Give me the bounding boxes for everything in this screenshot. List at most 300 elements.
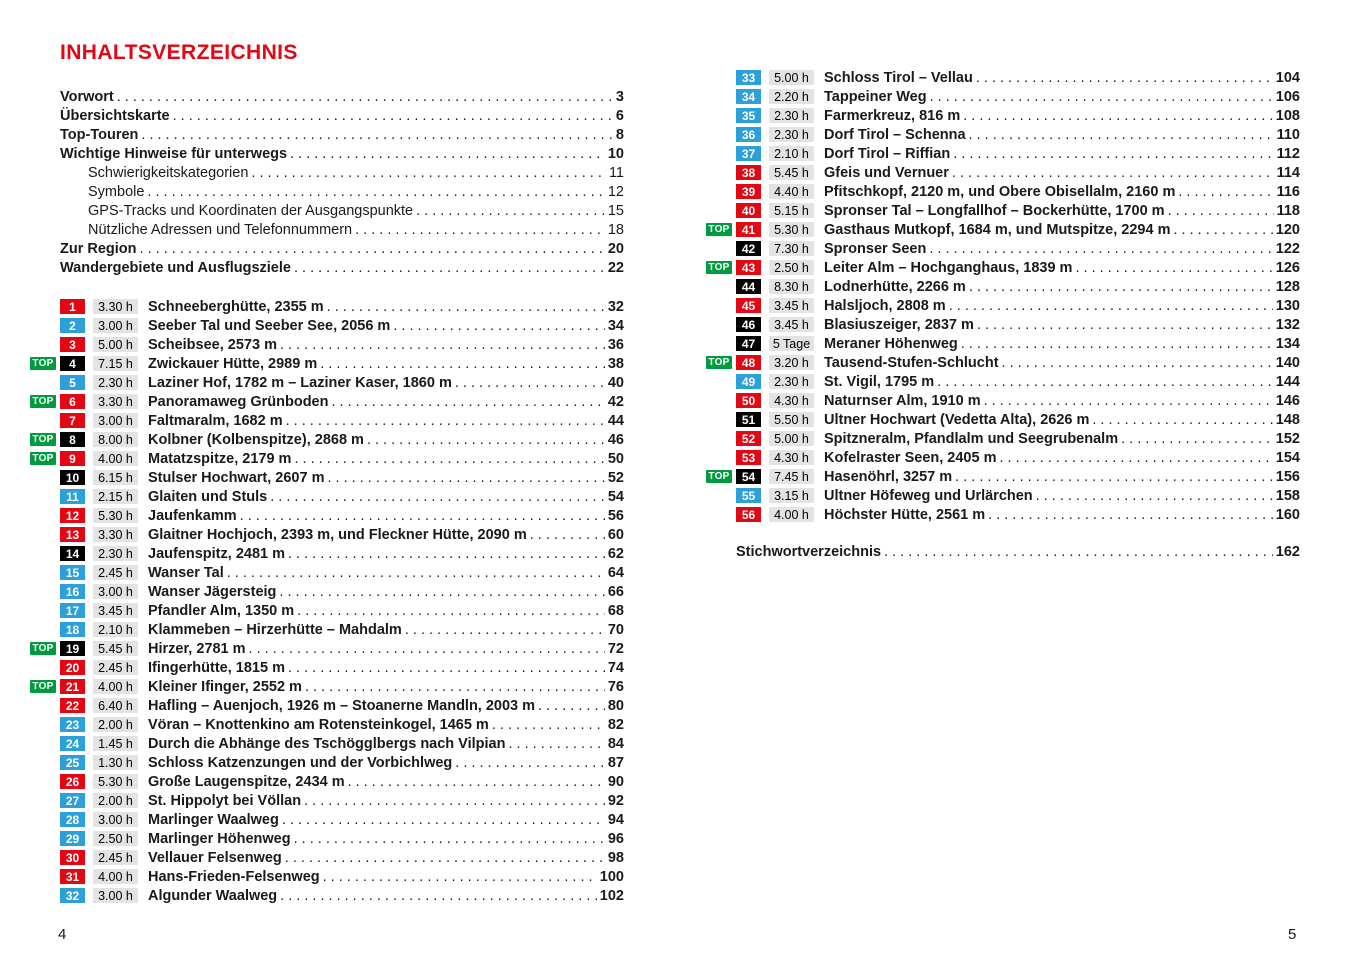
top-badge: TOP <box>30 680 56 693</box>
dot-leader <box>949 298 1273 314</box>
tour-number-badge: 25 <box>60 755 85 771</box>
tour-duration: 5.45 h <box>93 641 138 657</box>
front-matter-label: Schwierigkeitskategorien <box>88 165 249 181</box>
front-matter-page-number: 20 <box>607 241 624 257</box>
dot-leader <box>984 393 1273 409</box>
tour-page-number: 87 <box>607 754 624 771</box>
tour-number-badge: 47 <box>736 336 761 352</box>
tour-number-badge: 50 <box>736 393 761 409</box>
folio-page-number-right: 5 <box>1288 926 1297 943</box>
tour-page-number: 100 <box>599 868 624 885</box>
toc-tour-row <box>706 467 1300 486</box>
tour-title: Dorf Tirol – Riffian <box>824 145 951 162</box>
tour-title: Ultner Hochwart (Vedetta Alta), 2626 m <box>824 411 1090 428</box>
front-matter-row <box>60 89 624 108</box>
tour-duration: 4.30 h <box>769 393 814 409</box>
tour-number-badge: 39 <box>736 184 761 200</box>
toc-tour-row <box>30 563 624 582</box>
toc-tour-row <box>30 506 624 525</box>
toc-tour-row <box>30 544 624 563</box>
front-matter-label: GPS-Tracks und Koordinaten der Ausgangspunkte <box>88 203 414 219</box>
tour-number-badge: 28 <box>60 812 85 828</box>
tour-number-badge: 44 <box>736 279 761 295</box>
top-badge-slot <box>30 433 60 446</box>
toc-tour-row <box>30 468 624 487</box>
dot-leader <box>280 337 605 353</box>
toc-tour-row <box>706 353 1300 372</box>
toc-tour-row <box>30 639 624 658</box>
tour-title: Spronser Tal – Longfallhof – Bockerhütte, 1700 m <box>824 202 1165 219</box>
dot-leader <box>320 356 605 372</box>
toc-tour-row <box>30 658 624 677</box>
index-entry-label: Stichwortverzeichnis <box>736 544 882 560</box>
tour-number-badge: 38 <box>736 165 761 181</box>
dot-leader <box>355 222 605 238</box>
dot-leader <box>455 375 605 391</box>
tour-title: Große Laugenspitze, 2434 m <box>148 773 345 790</box>
top-badge-slot <box>30 642 60 655</box>
tour-number-badge: 1 <box>60 299 85 315</box>
page-left <box>30 40 624 905</box>
dot-leader <box>455 755 605 771</box>
toc-tour-row <box>30 430 624 449</box>
dot-leader <box>270 489 605 505</box>
toc-tour-row <box>706 220 1300 239</box>
tour-duration: 2.10 h <box>93 622 138 638</box>
tour-title: Scheibsee, 2573 m <box>148 336 277 353</box>
tour-duration: 5.30 h <box>93 508 138 524</box>
tour-page-number: 132 <box>1275 316 1300 333</box>
tour-page-number: 82 <box>607 716 624 733</box>
tour-duration: 4.40 h <box>769 184 814 200</box>
tour-title: Zwickauer Hütte, 2989 m <box>148 355 318 372</box>
front-matter-page-number: 15 <box>607 203 624 219</box>
dot-leader <box>288 546 605 562</box>
dot-leader <box>331 394 604 410</box>
dot-leader <box>140 241 605 257</box>
toc-tour-row <box>30 297 624 316</box>
tour-number-badge: 48 <box>736 355 761 371</box>
top-badge-slot <box>30 395 60 408</box>
front-matter-row <box>60 184 624 203</box>
tour-page-number: 72 <box>607 640 624 657</box>
tour-duration: 2.30 h <box>769 108 814 124</box>
toc-tour-row <box>706 315 1300 334</box>
tour-page-number: 116 <box>1276 183 1300 200</box>
tour-duration: 1.30 h <box>93 755 138 771</box>
toc-tour-row <box>30 487 624 506</box>
tour-title: Gfeis und Vernuer <box>824 164 949 181</box>
dot-leader <box>969 127 1274 143</box>
tour-page-number: 80 <box>607 697 624 714</box>
tour-page-number: 96 <box>607 830 624 847</box>
tour-page-number: 46 <box>607 431 624 448</box>
dot-leader <box>304 793 605 809</box>
tour-duration: 3.00 h <box>93 318 138 334</box>
dot-leader <box>367 432 605 448</box>
tour-number-badge: 41 <box>736 222 761 238</box>
tour-title: Pfandler Alm, 1350 m <box>148 602 295 619</box>
tour-title: Marlinger Höhenweg <box>148 830 291 847</box>
toc-tour-row <box>706 144 1300 163</box>
index-entry-row <box>736 544 1300 563</box>
tour-page-number: 118 <box>1276 202 1300 219</box>
tour-number-badge: 17 <box>60 603 85 619</box>
tour-page-number: 134 <box>1275 335 1300 352</box>
tour-page-number: 50 <box>607 450 624 467</box>
tour-number-badge: 52 <box>736 431 761 447</box>
tour-page-number: 84 <box>607 735 624 752</box>
tour-number-badge: 8 <box>60 432 85 448</box>
tour-page-number: 56 <box>607 507 624 524</box>
front-matter-page-number: 18 <box>607 222 624 238</box>
tour-page-number: 112 <box>1276 145 1300 162</box>
tour-page-number: 102 <box>599 887 624 904</box>
tour-number-badge: 19 <box>60 641 85 657</box>
dot-leader <box>961 336 1273 352</box>
dot-leader <box>117 89 613 105</box>
tour-title: Stulser Hochwart, 2607 m <box>148 469 325 486</box>
tour-duration: 2.45 h <box>93 565 138 581</box>
dot-leader <box>977 317 1273 333</box>
tour-number-badge: 16 <box>60 584 85 600</box>
dot-leader <box>279 584 604 600</box>
toc-tour-row <box>30 449 624 468</box>
tour-number-badge: 49 <box>736 374 761 390</box>
toc-tour-row <box>30 373 624 392</box>
toc-tour-row <box>30 392 624 411</box>
toc-tour-row <box>30 601 624 620</box>
tour-title: St. Vigil, 1795 m <box>824 373 935 390</box>
front-matter-page-number: 3 <box>615 89 624 105</box>
tour-duration: 2.00 h <box>93 717 138 733</box>
tour-duration: 3.30 h <box>93 299 138 315</box>
tour-number-badge: 56 <box>736 507 761 523</box>
tour-duration: 7.30 h <box>769 241 814 257</box>
tour-page-number: 32 <box>607 298 624 315</box>
tour-page-number: 130 <box>1275 297 1300 314</box>
tour-number-badge: 13 <box>60 527 85 543</box>
toc-tour-row <box>706 296 1300 315</box>
tour-number-badge: 14 <box>60 546 85 562</box>
dot-leader <box>884 544 1273 560</box>
tour-number-badge: 35 <box>736 108 761 124</box>
tour-duration: 2.30 h <box>93 546 138 562</box>
tour-duration: 1.45 h <box>93 736 138 752</box>
tour-number-badge: 45 <box>736 298 761 314</box>
tour-duration: 3.00 h <box>93 812 138 828</box>
index-entry-page-number: 162 <box>1275 544 1300 560</box>
toc-tour-row <box>30 620 624 639</box>
tour-duration: 2.50 h <box>769 260 814 276</box>
dot-leader <box>999 450 1272 466</box>
tour-duration: 2.00 h <box>93 793 138 809</box>
top-badge-slot <box>706 356 736 369</box>
dot-leader <box>286 413 605 429</box>
page-title: INHALTSVERZEICHNIS <box>60 41 298 64</box>
tour-duration: 4.00 h <box>769 507 814 523</box>
front-matter-list <box>60 89 624 279</box>
top-badge-slot <box>706 261 736 274</box>
dot-leader <box>249 641 605 657</box>
tour-list-left <box>30 297 624 905</box>
tour-title: Dorf Tirol – Schenna <box>824 126 966 143</box>
toc-tour-row <box>30 677 624 696</box>
tour-title: Ifingerhütte, 1815 m <box>148 659 285 676</box>
dot-leader <box>282 812 605 828</box>
top-badge: TOP <box>30 357 56 370</box>
dot-leader <box>141 127 613 143</box>
toc-tour-row <box>706 87 1300 106</box>
tour-page-number: 60 <box>607 526 624 543</box>
front-matter-page-number: 11 <box>608 165 624 181</box>
tour-number-badge: 9 <box>60 451 85 467</box>
toc-tour-row <box>706 448 1300 467</box>
tour-number-badge: 33 <box>736 70 761 86</box>
tour-duration: 6.40 h <box>93 698 138 714</box>
tour-number-badge: 23 <box>60 717 85 733</box>
tour-title: Hafling – Auenjoch, 1926 m – Stoanerne Mandln, 2003 m <box>148 697 536 714</box>
tour-title: Vöran – Knottenkino am Rotensteinkogel, 1465 m <box>148 716 489 733</box>
tour-page-number: 70 <box>607 621 624 638</box>
tour-title: Glaitner Hochjoch, 2393 m, und Fleckner Hütte, 2090 m <box>148 526 527 543</box>
tour-number-badge: 3 <box>60 337 85 353</box>
toc-tour-row <box>30 848 624 867</box>
toc-tour-row <box>706 106 1300 125</box>
tour-page-number: 158 <box>1275 487 1300 504</box>
tour-duration: 3.30 h <box>93 527 138 543</box>
toc-tour-row <box>30 715 624 734</box>
top-badge: TOP <box>30 433 56 446</box>
tour-page-number: 90 <box>607 773 624 790</box>
tour-duration: 4.00 h <box>93 679 138 695</box>
top-badge-slot <box>706 470 736 483</box>
tour-duration: 2.10 h <box>769 146 814 162</box>
tour-number-badge: 24 <box>60 736 85 752</box>
tour-page-number: 108 <box>1275 107 1300 124</box>
tour-page-number: 154 <box>1275 449 1300 466</box>
dot-leader <box>288 660 605 676</box>
toc-tour-row <box>30 886 624 905</box>
tour-title: Farmerkreuz, 816 m <box>824 107 961 124</box>
dot-leader <box>1036 488 1273 504</box>
tour-duration: 8.30 h <box>769 279 814 295</box>
top-badge-slot <box>30 680 60 693</box>
front-matter-label: Vorwort <box>60 89 114 105</box>
tour-page-number: 38 <box>607 355 624 372</box>
tour-title: Wanser Tal <box>148 564 224 581</box>
toc-tour-row <box>30 354 624 373</box>
front-matter-row <box>60 203 624 222</box>
toc-tour-row <box>30 411 624 430</box>
tour-page-number: 34 <box>607 317 624 334</box>
front-matter-row <box>60 127 624 146</box>
tour-duration: 6.15 h <box>93 470 138 486</box>
front-matter-label: Top-Touren <box>60 127 139 143</box>
tour-title: Pfitschkopf, 2120 m, und Obere Obisellalm, 2160 m <box>824 183 1176 200</box>
toc-tour-row <box>706 239 1300 258</box>
tour-page-number: 160 <box>1275 506 1300 523</box>
tour-duration: 7.15 h <box>93 356 138 372</box>
dot-leader <box>393 318 605 334</box>
tour-title: Wanser Jägersteig <box>148 583 277 600</box>
dot-leader <box>1173 222 1272 238</box>
tour-number-badge: 7 <box>60 413 85 429</box>
tour-duration: 5.00 h <box>769 70 814 86</box>
dot-leader <box>323 869 597 885</box>
tour-page-number: 74 <box>607 659 624 676</box>
dot-leader <box>251 165 606 181</box>
dot-leader <box>294 451 604 467</box>
toc-tour-row <box>706 277 1300 296</box>
front-matter-row <box>60 222 624 241</box>
tour-page-number: 64 <box>607 564 624 581</box>
tour-duration: 5.30 h <box>769 222 814 238</box>
tour-duration: 4.30 h <box>769 450 814 466</box>
dot-leader <box>952 165 1274 181</box>
tour-duration: 3.00 h <box>93 413 138 429</box>
tour-number-badge: 2 <box>60 318 85 334</box>
tour-title: Spronser Seen <box>824 240 927 257</box>
tour-list-right <box>706 68 1300 524</box>
front-matter-page-number: 22 <box>607 260 624 276</box>
front-matter-row <box>60 260 624 279</box>
tour-number-badge: 20 <box>60 660 85 676</box>
tour-page-number: 106 <box>1275 88 1300 105</box>
tour-duration: 3.00 h <box>93 584 138 600</box>
tour-duration: 3.00 h <box>93 888 138 904</box>
front-matter-row <box>60 165 624 184</box>
tour-title: Tausend-Stufen-Schlucht <box>824 354 999 371</box>
tour-title: Seeber Tal und Seeber See, 2056 m <box>148 317 391 334</box>
tour-page-number: 94 <box>607 811 624 828</box>
tour-duration: 5 Tage <box>769 336 814 352</box>
tour-duration: 3.45 h <box>769 317 814 333</box>
toc-tour-row <box>30 582 624 601</box>
tour-duration: 2.45 h <box>93 660 138 676</box>
toc-tour-row <box>706 372 1300 391</box>
tour-title: Laziner Hof, 1782 m – Laziner Kaser, 1860 m <box>148 374 452 391</box>
front-matter-row <box>60 108 624 127</box>
toc-tour-row <box>706 125 1300 144</box>
toc-tour-row <box>706 486 1300 505</box>
tour-title: Schloss Tirol – Vellau <box>824 69 973 86</box>
dot-leader <box>1002 355 1273 371</box>
front-matter-row <box>60 241 624 260</box>
dot-leader <box>305 679 605 695</box>
tour-page-number: 92 <box>607 792 624 809</box>
dot-leader <box>290 146 605 162</box>
tour-title: Schloss Katzenzungen und der Vorbichlweg <box>148 754 453 771</box>
tour-title: Panoramaweg Grünboden <box>148 393 329 410</box>
toc-tour-row <box>30 316 624 335</box>
tour-duration: 2.50 h <box>93 831 138 847</box>
dot-leader <box>294 260 605 276</box>
tour-page-number: 44 <box>607 412 624 429</box>
tour-number-badge: 54 <box>736 469 761 485</box>
tour-duration: 2.15 h <box>93 489 138 505</box>
toc-tour-row <box>706 334 1300 353</box>
front-matter-label: Nützliche Adressen und Telefonnummern <box>88 222 353 238</box>
tour-number-badge: 32 <box>60 888 85 904</box>
tour-duration: 3.15 h <box>769 488 814 504</box>
top-badge-slot <box>30 452 60 465</box>
tour-number-badge: 27 <box>60 793 85 809</box>
front-matter-page-number: 10 <box>607 146 624 162</box>
dot-leader <box>348 774 605 790</box>
tour-title: Kofelraster Seen, 2405 m <box>824 449 997 466</box>
tour-page-number: 68 <box>607 602 624 619</box>
toc-tour-row <box>30 525 624 544</box>
toc-tour-row <box>30 867 624 886</box>
dot-leader <box>1092 412 1272 428</box>
tour-title: Durch die Abhänge des Tschögglbergs nach Vilpian <box>148 735 506 752</box>
folio-page-number-left: 4 <box>58 926 67 943</box>
dot-leader <box>1178 184 1273 200</box>
toc-tour-row <box>30 829 624 848</box>
tour-page-number: 144 <box>1275 373 1300 390</box>
tour-title: Vellauer Felsenweg <box>148 849 282 866</box>
tour-page-number: 76 <box>607 678 624 695</box>
dot-leader <box>955 469 1273 485</box>
dot-leader <box>953 146 1273 162</box>
top-badge: TOP <box>706 261 732 274</box>
tour-number-badge: 22 <box>60 698 85 714</box>
toc-tour-row <box>706 391 1300 410</box>
dot-leader <box>929 241 1272 257</box>
tour-title: Algunder Waalweg <box>148 887 278 904</box>
toc-tour-row <box>706 182 1300 201</box>
tour-number-badge: 34 <box>736 89 761 105</box>
tour-page-number: 98 <box>607 849 624 866</box>
dot-leader <box>327 299 605 315</box>
top-badge-slot <box>706 223 736 236</box>
tour-title: Glaiten und Stuls <box>148 488 268 505</box>
tour-title: Klammeben – Hirzerhütte – Mahdalm <box>148 621 402 638</box>
tour-title: Halsljoch, 2808 m <box>824 297 946 314</box>
tour-page-number: 140 <box>1275 354 1300 371</box>
tour-number-badge: 46 <box>736 317 761 333</box>
tour-duration: 4.00 h <box>93 869 138 885</box>
top-badge-slot <box>30 357 60 370</box>
tour-number-badge: 11 <box>60 489 85 505</box>
tour-page-number: 54 <box>607 488 624 505</box>
toc-tour-row <box>706 429 1300 448</box>
tour-page-number: 66 <box>607 583 624 600</box>
tour-duration: 5.30 h <box>93 774 138 790</box>
tour-title: Jaufenkamm <box>148 507 237 524</box>
dot-leader <box>294 831 605 847</box>
tour-title: Meraner Höhenweg <box>824 335 958 352</box>
toc-tour-row <box>30 810 624 829</box>
tour-number-badge: 55 <box>736 488 761 504</box>
tour-duration: 4.00 h <box>93 451 138 467</box>
toc-tour-row <box>706 505 1300 524</box>
tour-number-badge: 18 <box>60 622 85 638</box>
tour-duration: 2.30 h <box>93 375 138 391</box>
tour-duration: 3.45 h <box>769 298 814 314</box>
front-matter-label: Symbole <box>88 184 145 200</box>
dot-leader <box>1168 203 1274 219</box>
tour-number-badge: 12 <box>60 508 85 524</box>
tour-number-badge: 4 <box>60 356 85 372</box>
toc-tour-row <box>706 68 1300 87</box>
tour-title: Hasenöhrl, 3257 m <box>824 468 953 485</box>
dot-leader <box>976 70 1273 86</box>
dot-leader <box>508 736 604 752</box>
tour-page-number: 114 <box>1276 164 1300 181</box>
top-badge: TOP <box>30 642 56 655</box>
